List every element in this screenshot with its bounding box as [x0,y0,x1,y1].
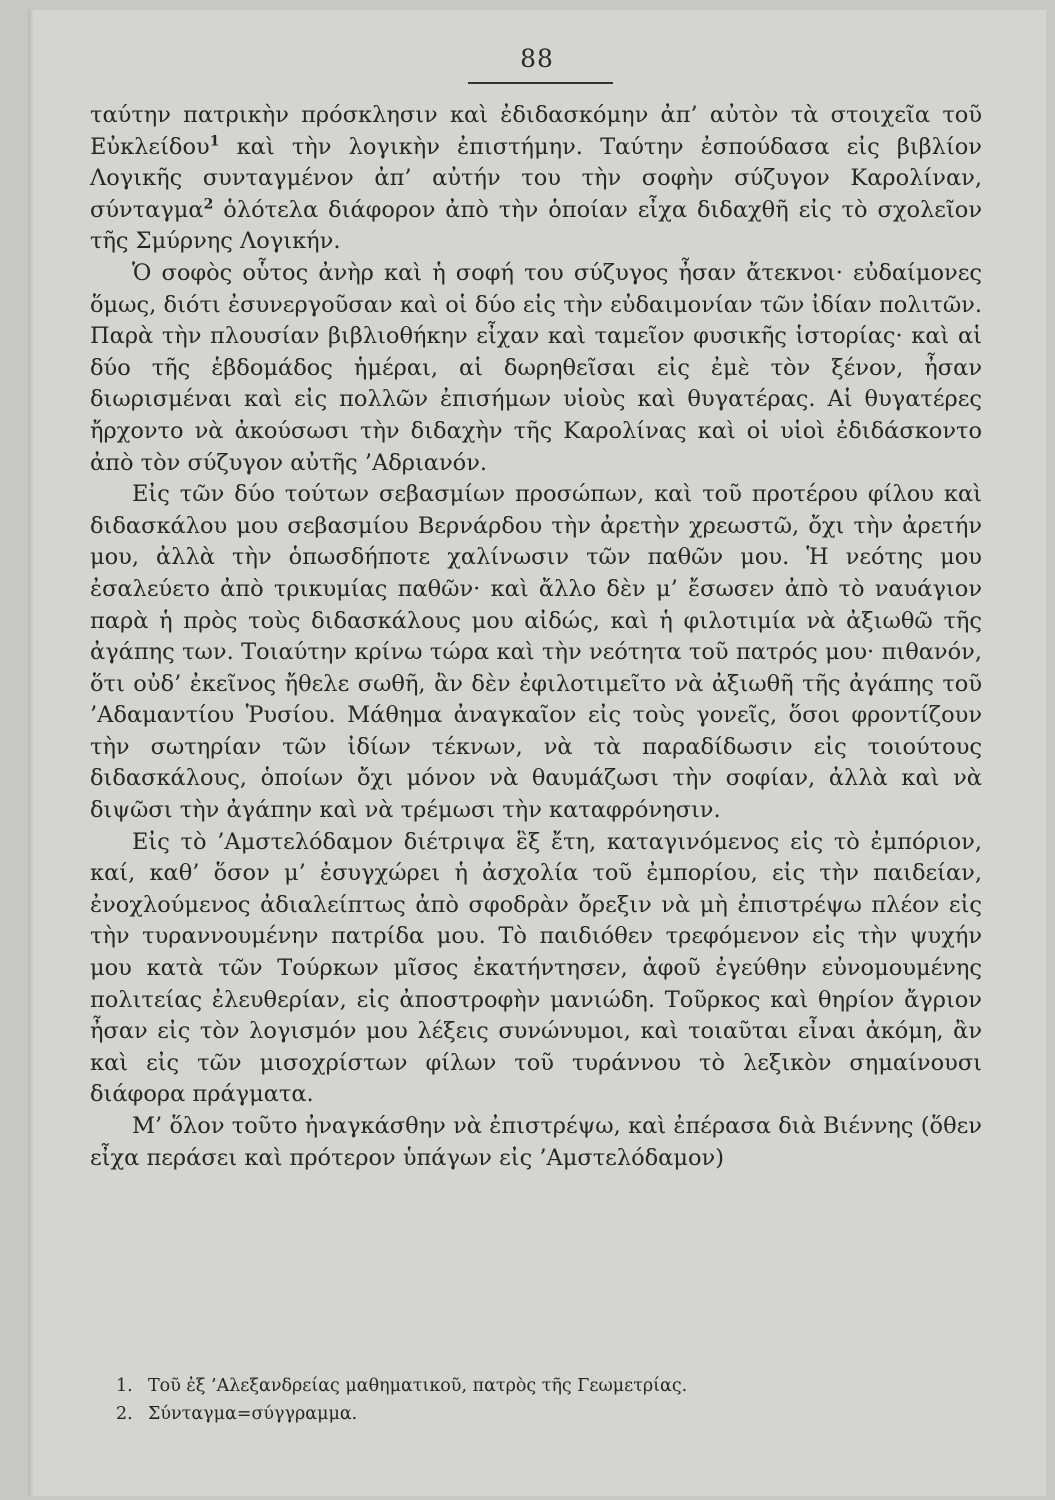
paragraph-1-text-a: ταύτην πατρικὴν πρόσκλησιν καὶ ἐδιδασκόμην ἀπ’ αὐτὸν τὰ στοιχεῖα τοῦ Εὐκλείδου [90,102,982,160]
paragraph-1 [90,100,982,258]
page-number: 88 [520,44,554,73]
footnote-1-text: Τοῦ ἐξ ’Αλεξανδρείας μαθηματικοῦ, πατρὸς τῆς Γεωμετρίας. [148,1376,688,1396]
paragraph-2: Ὁ σοφὸς οὗτος ἀνὴρ καὶ ἡ σοφή του σύζυγος ἦσαν ἄτεκνοι· εὐδαίμονες ὅμως, διότι ἐσυνεργοῦσαν καὶ οἱ δύο εἰς τὴν εὐδαιμονίαν τῶν ἰδίαν πολιτῶν. Παρὰ τὴν πλουσίαν βιβλιοθήκην εἶχαν καὶ ταμεῖον φυσικῆς ἱστορίας· καὶ αἱ δύο τῆς ἑβδομάδος ἡμέραι, αἱ δωρηθεῖσαι εἰς ἐμὲ τὸν ξένον, ἦσαν διωρισμέναι καὶ εἰς πολλῶν ἐπισήμων υἱοὺς καὶ θυγατέρας. Αἱ θυγατέρες ἤρχοντο νὰ ἀκούσωσι τὴν διδαχὴν τῆς Καρολίνας καὶ οἱ υἱοὶ ἐδιδάσκοντο ἀπὸ τὸν σύζυγον αὐτῆς ’Αδριανόν. [90,259,982,476]
footnote-1-number: 1. [116,1376,133,1396]
page-edge-shadow [28,10,34,1496]
footnote-2-number: 2. [116,1404,133,1424]
book-page [28,10,1046,1496]
paragraph-1-text-c: ὁλότελα διάφορον ἀπὸ τὴν ὁποίαν εἶχα διδαχθῆ εἰς τὸ σχολεῖον τῆς Σμύρνης Λογικήν. [90,196,982,255]
paragraph-1-text-b: καὶ τὴν λογικὴν ἐπιστήμην. Ταύτην ἐσπούδασα εἰς βιβλίον Λογικῆς συνταγμένον ἀπ’ αὐτήν του τὴν σοφὴν σύζυγον Καρολίναν, σύνταγμα [90,133,982,223]
footnote-ref-2: 2 [203,196,214,213]
footnote-ref-1: 1 [209,133,220,150]
footnote-1 [116,1372,976,1400]
paragraph-4: Εἰς τὸ ’Αμστελόδαμον διέτριψα ἓξ ἔτη, καταγινόμενος εἰς τὸ ἐμπόριον, καί, καθ’ ὅσον μ’ ἐσυγχώρει ἡ ἀσχολία τοῦ ἐμπορίου, εἰς τὴν παιδείαν, ἐνοχλούμενος ἀδιαλείπτως ἀπὸ σφοδρὰν ὄρεξιν νὰ μὴ ἐπιστρέψω πλέον εἰς τὴν τυραννουμένην πατρίδα μου. Τὸ παιδιόθεν τρεφόμενον εἰς τὴν ψυχήν μου κατὰ τῶν Τούρκων μῖσος ἐκατήντησεν, ἀφοῦ ἐγεύθην εὐνομουμένης πολιτείας ἐλευθερίαν, εἰς ἀποστροφὴν μανιώδη. Τοῦρκος καὶ θηρίον ἄγριον ἦσαν εἰς τὸν λογισμόν μου λέξεις συνώνυμοι, καὶ τοιαῦται εἶναι ἀκόμη, ἂν καὶ εἰς τῶν μισοχρίστων φίλων τοῦ τυράννου τὸ λεξικὸν σημαίνουσι διάφορα πράγματα. [90,828,982,1108]
paragraph-5: Μ’ ὅλον τοῦτο ἠναγκάσθην νὰ ἐπιστρέψω, καὶ ἐπέρασα διὰ Βιέννης (ὅθεν εἶχα περάσει καὶ πρότερον ὑπάγων εἰς ’Αμστελόδαμον) [90,1113,982,1171]
paragraph-3: Εἰς τῶν δύο τούτων σεβασμίων προσώπων, καὶ τοῦ προτέρου φίλου καὶ διδασκάλου μου σεβασμίου Βερνάρδου τὴν ἀρετὴν χρεωστῶ, ὄχι τὴν ἀρετήν μου, ἀλλὰ τὴν ὁπωσδήποτε χαλίνωσιν τῶν παθῶν μου. Ἡ νεότης μου ἐσαλεύετο ἀπὸ τρικυμίας παθῶν· καὶ ἄλλο δὲν μ’ ἔσωσεν ἀπὸ τὸ ναυάγιον παρὰ ἡ πρὸς τοὺς διδασκάλους μου αἰδώς, καὶ ἡ φιλοτιμία νὰ ἀξιωθῶ τῆς ἀγάπης των. Τοιαύτην κρίνω τώρα καὶ τὴν νεότητα τοῦ πατρός μου· πιθανόν, ὅτι οὐδ’ ἐκεῖνος ἤθελε σωθῆ, ἂν δὲν ἐφιλοτιμεῖτο νὰ ἀξιωθῆ τῆς ἀγάπης τοῦ ’Αδαμαντίου Ῥυσίου. Μάθημα ἀναγκαῖον εἰς τοὺς γονεῖς, ὅσοι φροντίζουν τὴν σωτηρίαν τῶν ἰδίων τέκνων, νὰ τὰ παραδίδωσιν εἰς τοιούτους διδασκάλους, ὁποίων ὄχι μόνον νὰ θαυμάζωσι τὴν σοφίαν, ἀλλὰ καὶ νὰ διψῶσι τὴν ἀγάπην καὶ νὰ τρέμωσι τὴν καταφρόνησιν. [90,481,982,824]
footnote-2 [116,1400,976,1428]
footnotes [116,1372,976,1428]
footnote-2-text: Σύνταγμα=σύγγραμμα. [148,1404,358,1424]
body-text [90,100,982,1174]
page-number-rule [468,82,613,84]
